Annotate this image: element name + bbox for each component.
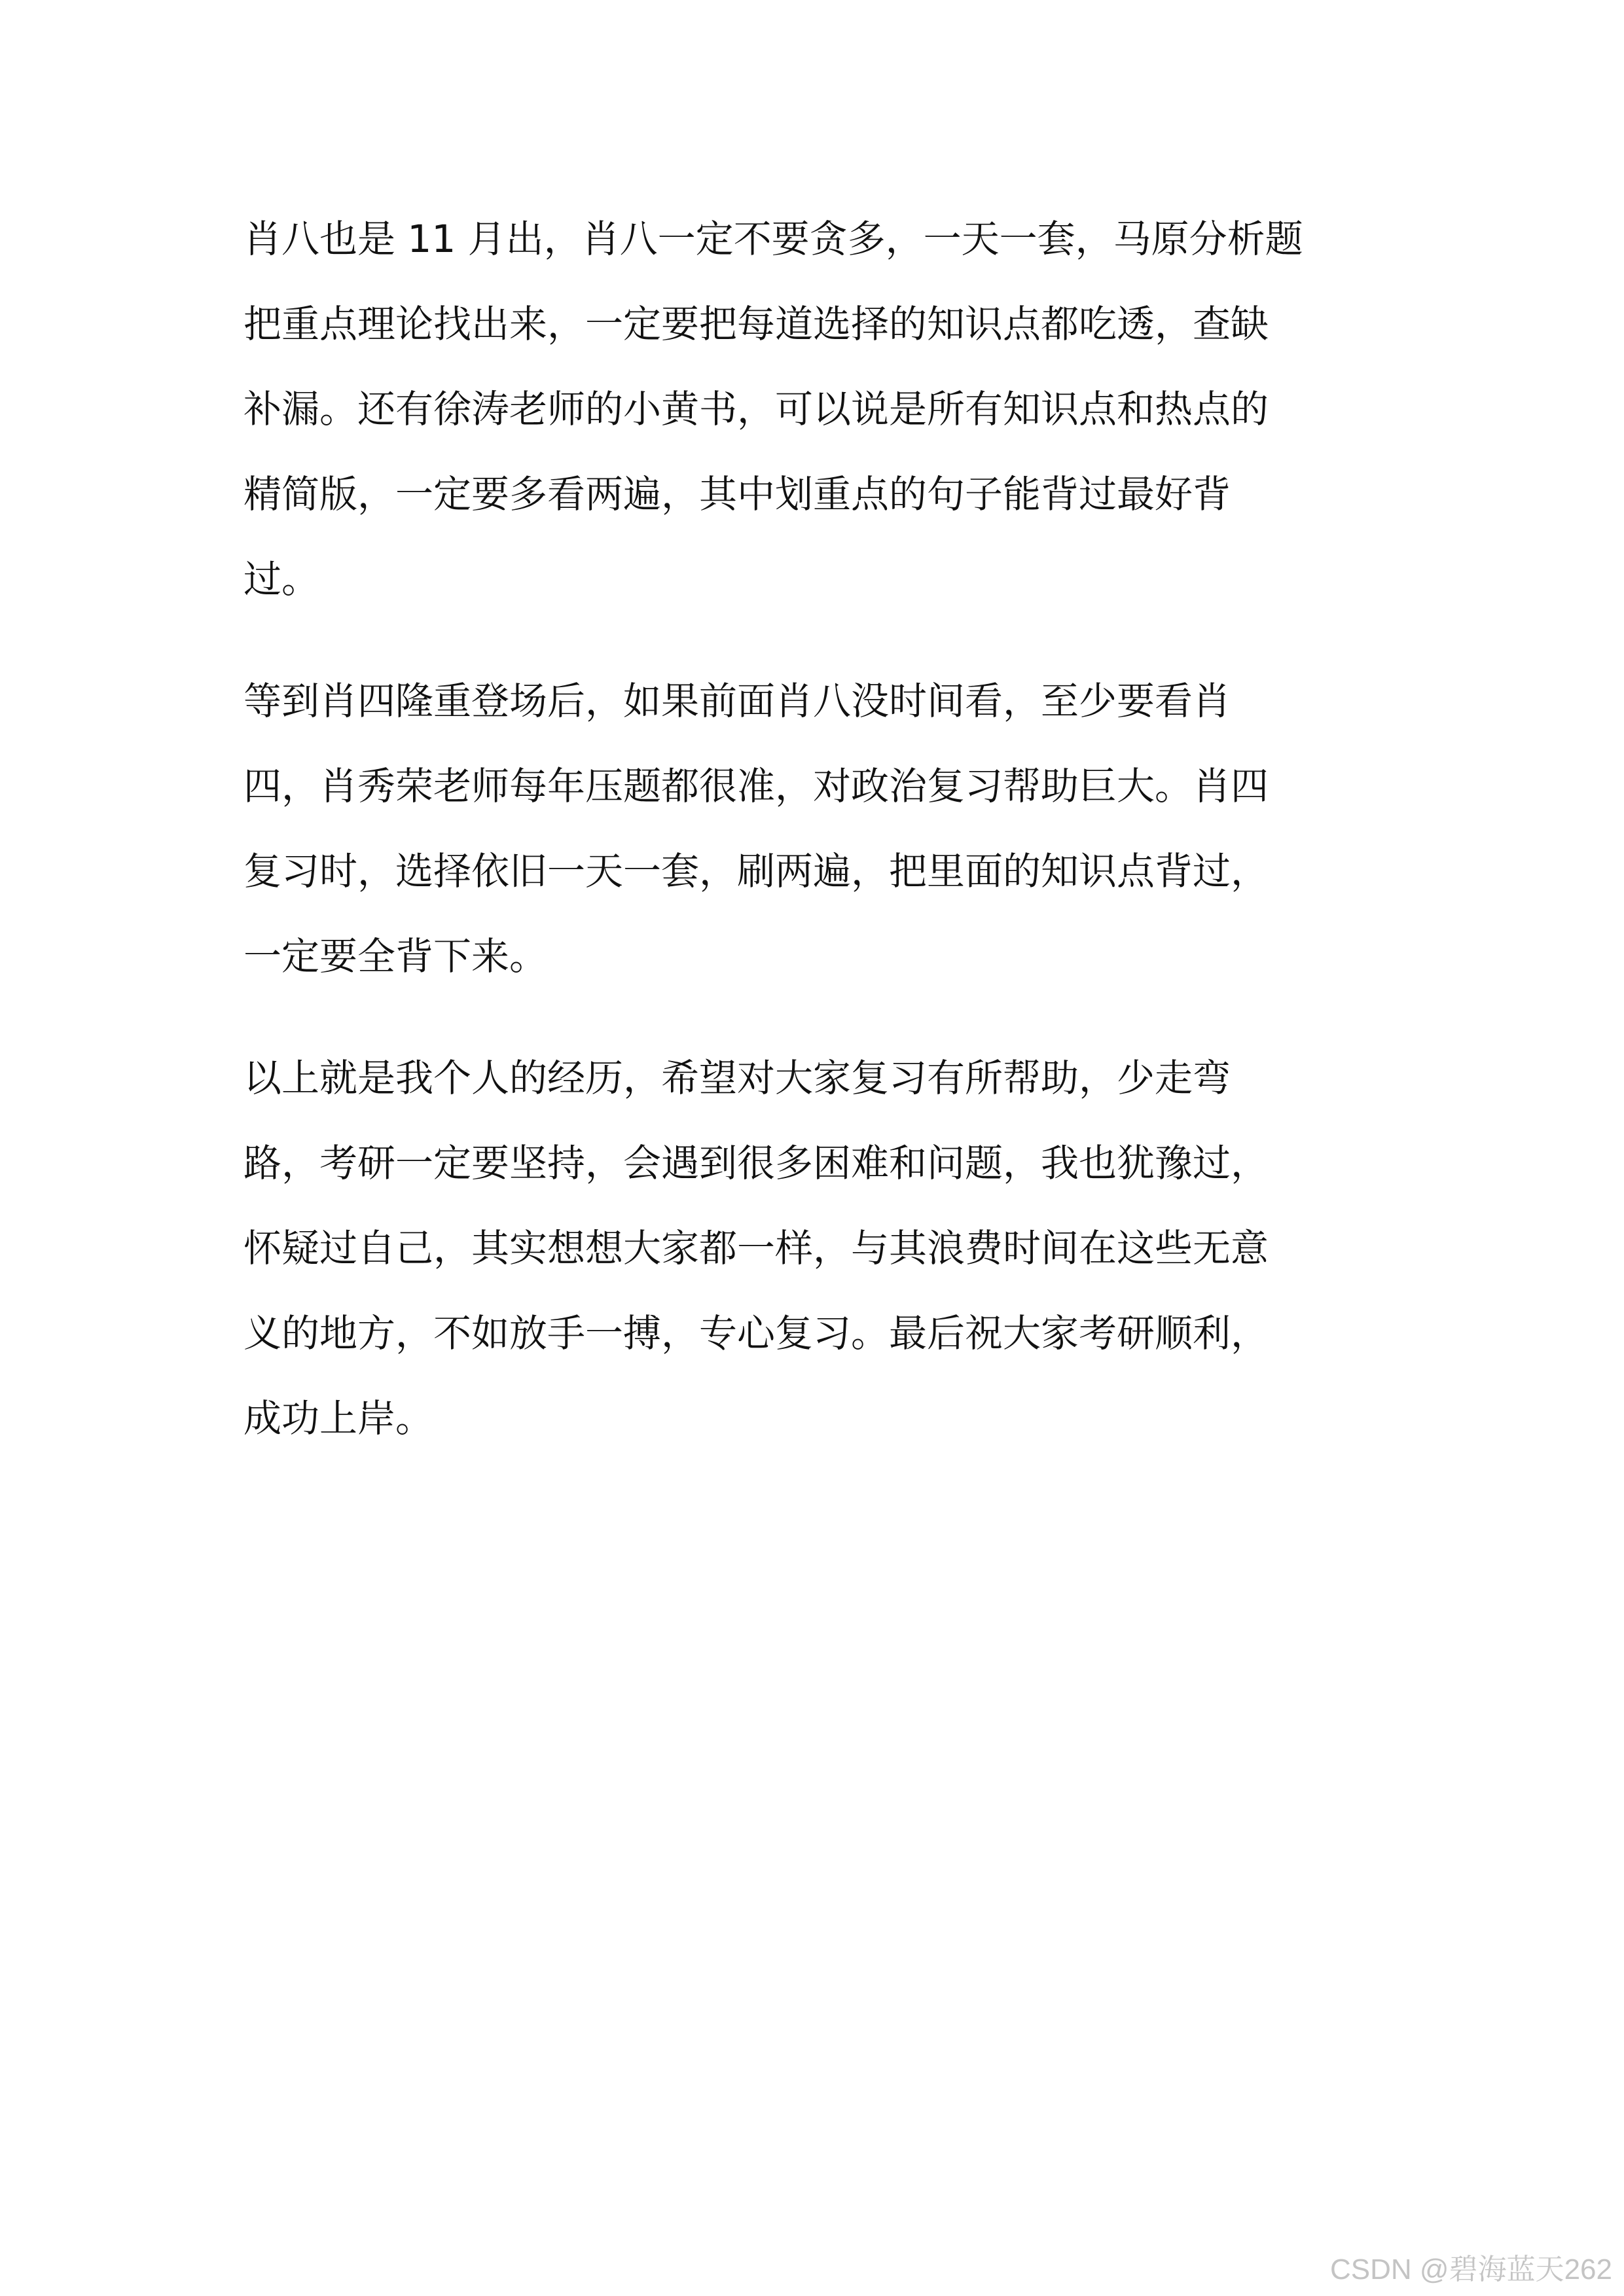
paragraph-2 bbox=[244, 658, 1382, 999]
paragraph-line: 以上就是我个人的经历，希望对大家复习有所帮助，少走弯 bbox=[244, 1056, 1231, 1100]
paragraph-3 bbox=[244, 1035, 1382, 1461]
paragraph-line: 把重点理论找出来，一定要把每道选择的知识点都吃透，查缺 bbox=[244, 302, 1269, 346]
document-body bbox=[244, 196, 1382, 1498]
paragraph-line: 复习时，选择依旧一天一套，刷两遍，把里面的知识点背过， bbox=[244, 849, 1269, 893]
paragraph-line: 肖八也是 11 月出，肖八一定不要贪多，一天一套，马原分析题 bbox=[244, 217, 1303, 261]
paragraph-line: 过。 bbox=[244, 557, 320, 601]
paragraph-line: 路，考研一定要坚持，会遇到很多困难和问题，我也犹豫过， bbox=[244, 1141, 1269, 1185]
paragraph-line: 一定要全背下来。 bbox=[244, 934, 548, 978]
paragraph-line: 四，肖秀荣老师每年压题都很准，对政治复习帮助巨大。肖四 bbox=[244, 764, 1269, 808]
paragraph-line: 补漏。还有徐涛老师的小黄书，可以说是所有知识点和热点的 bbox=[244, 387, 1269, 431]
paragraph-line: 精简版，一定要多看两遍，其中划重点的句子能背过最好背 bbox=[244, 472, 1231, 516]
csdn-watermark: CSDN @碧海蓝天262 bbox=[1330, 2253, 1612, 2286]
paragraph-1 bbox=[244, 196, 1382, 622]
paragraph-line: 等到肖四隆重登场后，如果前面肖八没时间看，至少要看肖 bbox=[244, 679, 1231, 723]
paragraph-line: 怀疑过自己，其实想想大家都一样，与其浪费时间在这些无意 bbox=[244, 1226, 1269, 1270]
paragraph-line: 义的地方，不如放手一搏，专心复习。最后祝大家考研顺利， bbox=[244, 1311, 1269, 1355]
paragraph-line: 成功上岸。 bbox=[244, 1396, 434, 1441]
